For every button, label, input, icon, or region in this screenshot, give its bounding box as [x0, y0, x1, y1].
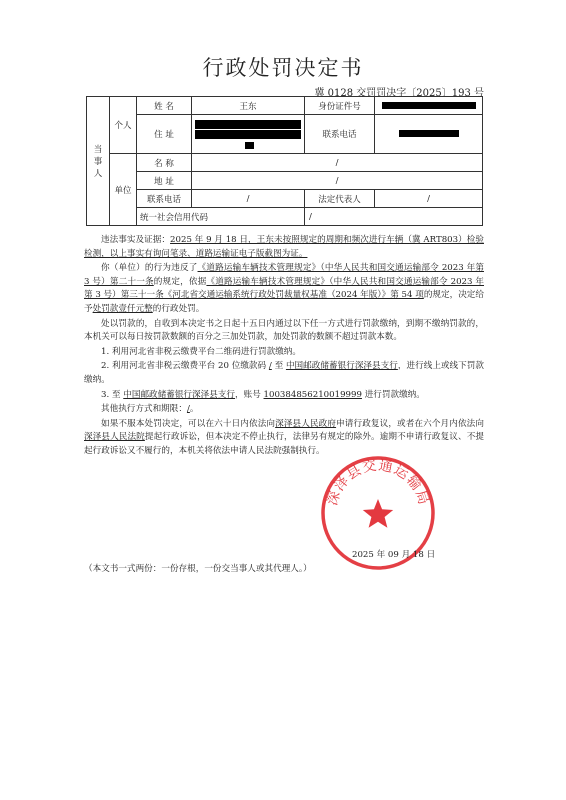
payment-method-3: 3. 至 中国邮政储蓄银行深泽县支行，账号 100384856210019999 进行罚款缴纳。	[101, 389, 425, 400]
unit-phone-label: 联系电话	[137, 190, 192, 208]
payment-notice: 处以罚款的，自收到本决定书之日起十五日内通过以下任一方式进行罚款缴纳，到期不缴纳罚款的，本机关可以每日按罚款数额的百分之三加处罚款，加处罚款的数额不超过罚款本数。	[84, 318, 484, 343]
individual-label: 个人	[110, 97, 137, 154]
name-label: 姓 名	[137, 97, 192, 115]
credit-code-value: /	[305, 208, 483, 226]
unit-name-value: /	[192, 154, 483, 172]
other-execution: 其他执行方式和期限：/。	[101, 404, 199, 415]
phone-value	[375, 115, 483, 154]
redaction-block	[382, 102, 476, 109]
violation-paragraph: 你（单位）的行为违反了《道路运输车辆技术管理规定》（中华人民共和国交通运输部令 2023 年第 3 号）第二十一条的规定，依据《道路运输车辆技术管理规定》（中华人民共和国交通运输部令 2023 年第 3 号）第三十一条《河北省交通运输系统行政处罚裁量权基准（2024 年版）》第 54 项的规定，决定给予处罚款壹仟元整的行政处罚。	[84, 263, 484, 314]
appeal-paragraph: 如果不服本处罚决定，可以在六十日内依法向深泽县人民政府申请行政复议，或者在六个月内依法向深泽县人民法院提起行政诉讼，但本决定不停止执行，法律另有规定的除外。逾期不申请行政复议、不提起行政诉讼又不履行的，本机关将依法申请人民法院强制执行。	[84, 418, 484, 456]
payment-method-1: 1. 利用河北省非税云缴费平台二维码进行罚款缴纳。	[101, 346, 301, 357]
payment-method-2: 2. 利用河北省非税云缴费平台 20 位缴款码 / 至 中国邮政储蓄银行深泽县支行，进行线上或线下罚款缴纳。	[84, 361, 484, 385]
decision-date: 2025 年 09 月 18 日	[352, 550, 436, 560]
name-value: 王东	[192, 97, 305, 115]
unit-name-label: 名 称	[137, 154, 192, 172]
credit-code-label: 统一社会信用代码	[137, 208, 305, 226]
id-value	[375, 97, 483, 115]
decision-body	[84, 234, 484, 460]
legal-rep-label: 法定代表人	[305, 190, 375, 208]
footer-note: （本文书一式两份：一份存根，一份交当事人或其代理人。）	[84, 564, 312, 574]
redaction-block	[399, 130, 459, 137]
unit-address-label: 地 址	[137, 172, 192, 190]
address-value	[192, 115, 305, 154]
unit-label: 单位	[110, 154, 137, 226]
document-number: 冀 0128 交罚罚决字〔2025〕193 号	[314, 88, 484, 99]
phone-label: 联系电话	[305, 115, 375, 154]
party-label: 当事人	[87, 97, 110, 226]
document-title: 行政处罚决定书	[202, 56, 364, 80]
redaction-block	[245, 142, 254, 149]
redaction-block	[195, 120, 301, 129]
legal-rep-value: /	[375, 190, 483, 208]
id-label: 身份证件号	[305, 97, 375, 115]
party-info-table	[86, 96, 483, 226]
facts-paragraph: 违法事实及证据：2025 年 9 月 18 日，王东未按照规定的周期和频次进行车辆（冀 ART803）检验检测，以上事实有询问笔录、道路运输证电子版截图为证。	[84, 235, 484, 259]
seal-text: 深泽县交通运输局	[324, 457, 432, 508]
unit-phone-value: /	[192, 190, 305, 208]
unit-address-value: /	[192, 172, 483, 190]
redaction-block	[195, 130, 301, 139]
address-label: 住 址	[137, 115, 192, 154]
